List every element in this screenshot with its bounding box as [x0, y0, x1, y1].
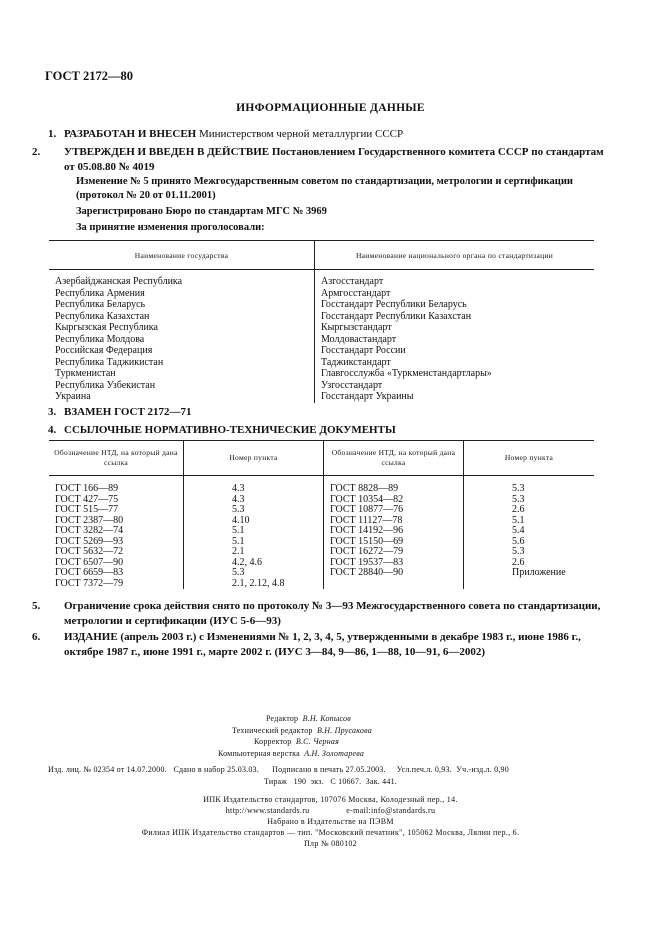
colophon-line: http://www.standards.ru e-mail:info@standards.ru — [225, 806, 436, 815]
clause-cell: 4.3 — [184, 495, 324, 506]
document-cell: ГОСТ 5632—72 — [49, 547, 184, 558]
clause-cell: 5.3 — [512, 493, 525, 505]
item-3 — [48, 405, 608, 420]
state-name-cell: Украина — [49, 391, 315, 403]
references-table — [49, 440, 594, 589]
column-header: Обозначение НТД, на который дана ссылка — [324, 441, 464, 476]
clause-cell: 5.1 — [184, 537, 324, 548]
document-cell: ГОСТ 8828—89 — [324, 476, 464, 495]
item-text: Постановлением Государственного комитета СССР по стандартам от 05.08.80 № 4019 — [64, 146, 604, 173]
clause-cell — [464, 579, 595, 590]
clause-cell: 5.3 — [512, 483, 525, 494]
item-heading: РАЗРАБОТАН И ВНЕСЕН — [64, 128, 197, 140]
clause-cell: 2.6 — [512, 504, 525, 515]
clause-cell: 5.3 — [512, 546, 525, 557]
state-name-cell: Российская Федерация — [49, 345, 315, 357]
table-row — [49, 299, 594, 311]
item-number: 1. — [48, 128, 57, 140]
document-cell: ГОСТ 5269—93 — [49, 537, 184, 548]
table-row — [49, 579, 594, 590]
state-name-cell: Республика Молдова — [49, 334, 315, 346]
document-cell: ГОСТ 427—75 — [49, 495, 184, 506]
document-cell: ГОСТ 6507—90 — [49, 558, 184, 569]
column-header: Номер пункта — [464, 441, 595, 476]
item-text: (апрель 2003 г.) с Изменениями № 1, 2, 3, 4, 5, утвержденными в декабре 1983 г., июне 1986 г., октябре 1987 г., июне 1991 г., марте 2002 г. (ИУС 3—84, 9—86, 1—88, 10—91, 6—2002) — [64, 631, 581, 658]
credits-block — [180, 713, 480, 759]
colophon-line: Набрано в Издательстве на ПЭВМ — [267, 817, 394, 826]
item-5 — [32, 599, 608, 629]
credit-line: Технический редактор В.Н. Прусакова — [232, 725, 372, 735]
table-row — [49, 368, 594, 380]
table-row — [49, 357, 594, 369]
print-info-line: Тираж 190 экз. С 10667. Зак. 441. — [263, 777, 397, 786]
item-number: 6. — [32, 631, 41, 643]
colophon — [0, 794, 661, 849]
standards-body-cell: Госстандарт Украины — [321, 391, 414, 402]
registration-note: Зарегистрировано Бюро по стандартам МГС № 3969 — [76, 206, 327, 217]
clause-cell: 4.3 — [184, 476, 324, 495]
item-heading: ССЫЛОЧНЫЕ НОРМАТИВНО-ТЕХНИЧЕСКИЕ ДОКУМЕНТЫ — [64, 424, 396, 436]
clause-cell: 5.3 — [184, 505, 324, 516]
item-2 — [32, 145, 608, 175]
document-cell: ГОСТ 515—77 — [49, 505, 184, 516]
document-cell: ГОСТ 7372—79 — [49, 579, 184, 590]
clause-cell: 4.10 — [184, 516, 324, 527]
standards-body-cell: Молдовастандарт — [321, 333, 397, 345]
state-name-cell: Республика Таджикистан — [49, 357, 315, 369]
table-row — [49, 526, 594, 537]
column-header: Наименование государства — [49, 241, 315, 270]
clause-cell: 5.1 — [184, 526, 324, 537]
item-number: 2. — [32, 146, 41, 158]
section-title: ИНФОРМАЦИОННЫЕ ДАННЫЕ — [236, 102, 425, 114]
document-cell: ГОСТ 28840—90 — [324, 568, 464, 579]
table-row — [49, 334, 594, 346]
table-row — [49, 391, 594, 403]
clause-cell: 2.1 — [184, 547, 324, 558]
document-cell: ГОСТ 10354—82 — [324, 495, 464, 506]
colophon-line: Филиал ИПК Издательство стандартов — тип. "Московский печатник", 105062 Москва, Лялин пер., 6. — [141, 828, 520, 837]
standards-body-cell: Азгосстандарт — [321, 276, 384, 287]
colophon-line: Плр № 080102 — [303, 839, 357, 848]
item-1 — [48, 127, 608, 142]
state-name-cell: Республика Беларусь — [49, 299, 315, 311]
clause-cell: 5.6 — [512, 535, 525, 547]
standards-body-cell: Госстандарт Республики Казахстан — [321, 310, 472, 322]
change-note: Изменение № 5 принято Межгосударственным советом по стандартизации, метрологии и сертификации (протокол № 20 от 01.11.2001) — [76, 176, 573, 201]
document-cell: ГОСТ 16272—79 — [324, 547, 464, 558]
state-name-cell: Республика Казахстан — [49, 311, 315, 323]
document-cell: ГОСТ 6659—83 — [49, 568, 184, 579]
credit-line: Корректор В.С. Черная — [254, 737, 340, 746]
clause-cell: 4.2, 4.6 — [184, 558, 324, 569]
item-text: Министерством черной металлургии СССР — [196, 128, 404, 140]
item-4 — [48, 423, 608, 438]
state-name-cell: Азербайджанская Республика — [49, 270, 315, 288]
state-name-cell: Туркменистан — [49, 368, 315, 380]
item-heading: ВЗАМЕН ГОСТ 2172—71 — [64, 406, 192, 418]
column-header: Номер пункта — [184, 441, 324, 476]
column-header: Обозначение НТД, на который дана ссылка — [49, 441, 184, 476]
document-cell: ГОСТ 2387—80 — [49, 516, 184, 527]
table-row — [49, 345, 594, 357]
table-row — [49, 322, 594, 334]
document-cell: ГОСТ 14192—96 — [324, 526, 464, 537]
table-row — [49, 288, 594, 300]
clause-cell: 2.1, 2.12, 4.8 — [184, 579, 324, 590]
state-name-cell: Республика Армения — [49, 288, 315, 300]
clause-cell: Приложение — [512, 567, 566, 578]
voted-note: За принятие изменения проголосовали: — [76, 222, 265, 233]
document-cell: ГОСТ 11127—78 — [324, 516, 464, 527]
item-heading: ИЗДАНИЕ — [64, 631, 118, 643]
standards-body-cell: Кыргызстандарт — [321, 322, 392, 333]
table-row — [49, 476, 594, 495]
item-number: 4. — [48, 424, 57, 436]
clause-cell: 5.1 — [512, 514, 525, 526]
standards-body-cell: Узгосстандарт — [321, 379, 383, 391]
standards-body-cell: Госстандарт Республики Беларусь — [321, 299, 467, 310]
document-cell: ГОСТ 15150—69 — [324, 537, 464, 548]
table-row — [49, 270, 594, 288]
table-row — [49, 311, 594, 323]
clause-cell: 2.6 — [512, 556, 525, 568]
document-cell: ГОСТ 3282—74 — [49, 526, 184, 537]
document-cell: ГОСТ 10877—76 — [324, 505, 464, 516]
standards-body-cell: Таджикстандарт — [321, 356, 391, 368]
print-info-line: Изд. лиц. № 02354 от 14.07.2000. Сдано в набор 25.03.03. Подписано в печать 27.05.2003. Усл.печ.л. 0,93. Уч.-изд.л. 0,90 — [48, 765, 509, 774]
credit-line: Компьютерная верстка А.Н. Золотарева — [218, 748, 365, 758]
item-text: Ограничение срока действия снято по протоколу № 3—93 Межгосударственного совета по стандартизации, метрологии и сертификации (ИУС 5-6—93) — [64, 600, 601, 627]
state-name-cell: Республика Узбекистан — [49, 380, 315, 392]
clause-cell: 5.3 — [184, 568, 324, 579]
clause-cell: 5.4 — [512, 525, 525, 536]
column-header: Наименование национального органа по стандартизации — [315, 241, 595, 270]
document-cell — [324, 579, 464, 590]
item-number: 3. — [48, 406, 57, 418]
colophon-line: ИПК Издательство стандартов, 107076 Москва, Колодезный пер., 14. — [203, 795, 458, 804]
document-cell: ГОСТ 166—89 — [49, 476, 184, 495]
item-6 — [32, 630, 608, 660]
document-cell: ГОСТ 19537—83 — [324, 558, 464, 569]
states-table — [49, 240, 594, 403]
item-heading: УТВЕРЖДЕН И ВВЕДЕН В ДЕЙСТВИЕ — [64, 146, 270, 158]
document-header: ГОСТ 2172—80 — [45, 69, 134, 83]
standards-body-cell: Госстандарт России — [321, 345, 406, 356]
table-row — [49, 568, 594, 579]
table-row — [49, 505, 594, 516]
credit-line: Редактор В.Н. Копысов — [266, 714, 351, 723]
item-number: 5. — [32, 600, 41, 612]
table-row — [49, 380, 594, 392]
standards-body-cell: Главгосслужба «Туркменстандартлары» — [321, 368, 492, 379]
table-row — [49, 547, 594, 558]
state-name-cell: Кыргызская Республика — [49, 322, 315, 334]
standards-body-cell: Армгосстандарт — [321, 287, 391, 299]
